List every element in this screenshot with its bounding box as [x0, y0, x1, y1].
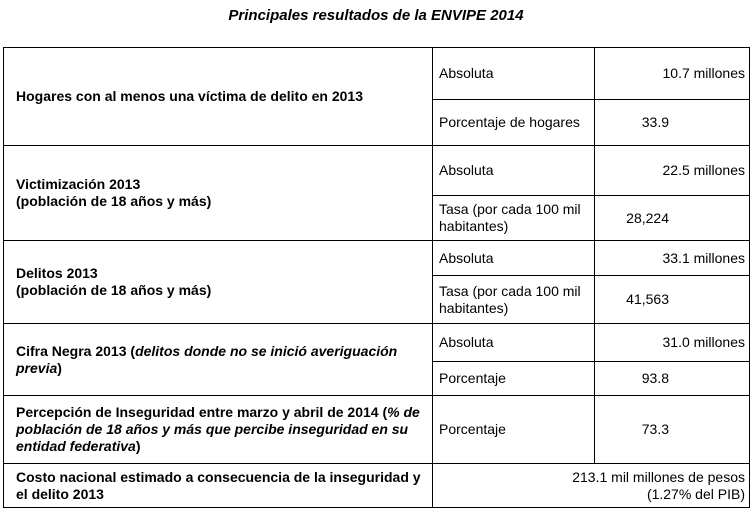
measure-cell: Tasa (por cada 100 mil habitantes) [433, 196, 595, 241]
row-label-costo: Costo nacional estimado a consecuencia de la inseguridad y el delito 2013 [4, 464, 433, 508]
label-line: (población de 18 años y más) [16, 282, 212, 298]
results-table [3, 47, 750, 508]
label-text: Percepción de Inseguridad entre marzo y abril de 2014 ( [16, 404, 388, 420]
table-row [4, 146, 750, 196]
measure-cell: Absoluta [433, 241, 595, 276]
value-cell: 22.5 millones [595, 146, 750, 196]
row-label-victimizacion [4, 146, 433, 241]
table-row [4, 396, 750, 464]
table-row [4, 464, 750, 508]
value-cell: 10.7 millones [595, 48, 750, 100]
cost-value-line: 213.1 mil millones de pesos [572, 468, 745, 485]
label-italic: delitos donde no se inició averiguación previa [16, 342, 398, 376]
label-text: Cifra Negra 2013 ( [16, 342, 136, 359]
cost-value-cell [433, 464, 750, 508]
measure-cell: Porcentaje de hogares [433, 100, 595, 146]
measure-cell: Absoluta [433, 324, 595, 362]
value-cell: 73.3 [595, 396, 750, 464]
measure-cell: Tasa (por cada 100 mil habitantes) [433, 276, 595, 324]
label-line: Victimización 2013 [16, 176, 141, 192]
measure-cell: Porcentaje [433, 362, 595, 396]
measure-cell: Absoluta [433, 146, 595, 196]
page-title: Principales resultados de la ENVIPE 2014 [228, 7, 524, 24]
cost-value-line: (1.27% del PIB) [646, 485, 745, 502]
measure-cell: Absoluta [433, 48, 595, 100]
row-label-delitos [4, 241, 433, 324]
table-row [4, 324, 750, 362]
row-label-cifra-negra [4, 324, 433, 396]
value-cell: 28,224 [595, 196, 750, 241]
row-label-percepcion [4, 396, 433, 464]
measure-cell: Porcentaje [433, 396, 595, 464]
value-cell: 93.8 [595, 362, 750, 396]
label-text: ) [57, 359, 62, 376]
table-row [4, 48, 750, 100]
row-label-hogares: Hogares con al menos una víctima de delito en 2013 [4, 48, 433, 146]
table-row [4, 241, 750, 276]
value-cell: 33.1 millones [595, 241, 750, 276]
label-line: Delitos 2013 [16, 265, 98, 281]
label-line: (población de 18 años y más) [16, 193, 212, 209]
value-cell: 33.9 [595, 100, 750, 146]
value-cell: 41,563 [595, 276, 750, 324]
value-cell: 31.0 millones [595, 324, 750, 362]
label-text: ) [135, 438, 141, 454]
label-italic: % de población de 18 años y más que percibe inseguridad en su entidad federativa [16, 404, 420, 454]
